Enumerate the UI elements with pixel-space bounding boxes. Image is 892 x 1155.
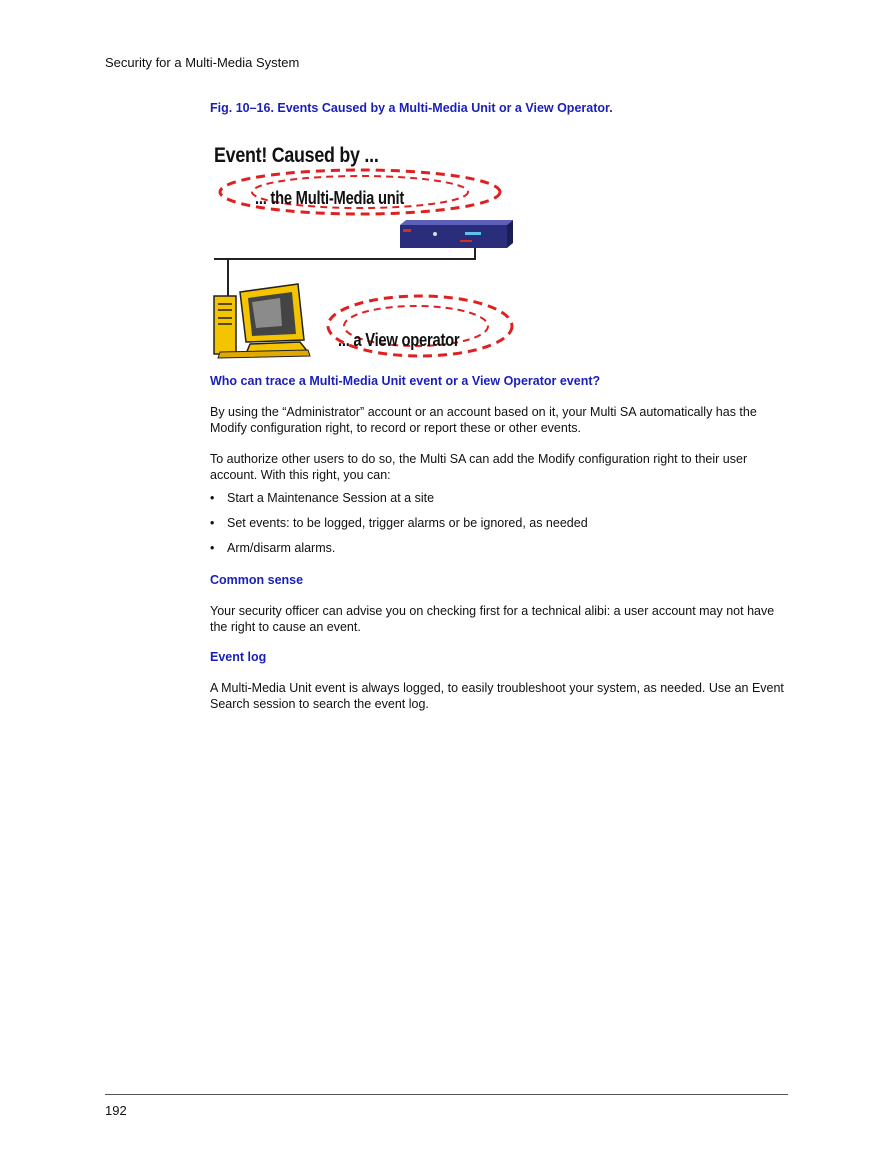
page-number: 192 xyxy=(105,1103,127,1118)
footer-rule xyxy=(105,1094,788,1095)
page-content xyxy=(210,100,790,727)
running-header: Security for a Multi-Media System xyxy=(105,55,300,70)
bullet-icon: • xyxy=(210,491,215,505)
list-item: • Start a Maintenance Session at a site xyxy=(210,491,435,505)
bullet-icon: • xyxy=(210,516,215,530)
section-heading: Who can trace a Multi-Media Unit event or a View Operator event? xyxy=(210,374,601,388)
list-item: • Arm/disarm alarms. xyxy=(210,541,336,555)
network-cable xyxy=(214,248,475,259)
figure-title: Event! Caused by ... xyxy=(214,144,379,167)
paragraph: A Multi-Media Unit event is always logged, to easily troubleshoot your system, as needed. Use an Event Search session to search the event log. xyxy=(210,681,784,711)
figure-caption: Fig. 10–16. Events Caused by a Multi-Media Unit or a View Operator. xyxy=(210,101,613,115)
section-who-can-trace xyxy=(210,374,790,556)
section-heading: Common sense xyxy=(210,573,304,587)
paragraph: Your security officer can advise you on checking first for a technical alibi: a user account may not have the right to cause an event. xyxy=(210,604,775,634)
multimedia-unit-icon xyxy=(400,220,513,248)
multimedia-unit-label: ... the Multi-Media unit xyxy=(255,188,405,208)
paragraph: To authorize other users to do so, the Multi SA can add the Modify configuration right to their user account. With this right, you can: xyxy=(210,452,748,482)
view-operator-label: ... a View operator xyxy=(338,330,460,350)
list-item: • Set events: to be logged, trigger alarms or be ignored, as needed xyxy=(210,516,588,530)
paragraph: By using the “Administrator” account or an account based on it, your Multi SA automatically has the Modify configuration right, to record or report these or other events. xyxy=(210,405,757,435)
bullet-icon: • xyxy=(210,541,215,555)
section-heading: Event log xyxy=(210,650,267,664)
section-event-log xyxy=(210,650,790,712)
section-common-sense xyxy=(210,573,790,635)
bullet-list xyxy=(210,490,790,556)
event-figure xyxy=(210,130,520,360)
